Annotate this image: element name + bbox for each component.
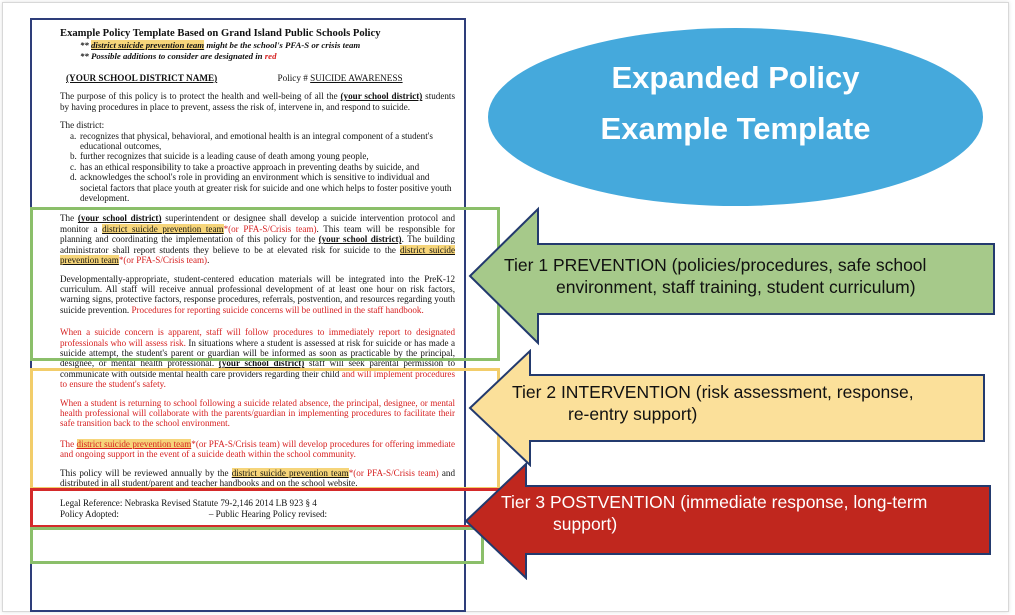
review-highlight-box <box>30 527 484 564</box>
protocol-paragraph: The (your school district) superintendent or designee shall develop a suicide intervention protocol and monitor a district suicide prevention team*(or PFA-S/Crisis team). This team will be responsible for planning and coordinating the implementation of this policy for the (your school district). The building administrator shall report students they believe to be at elevated risk for suicide to the district suicide prevention team*(or PFA-S/Crisis team). <box>60 213 455 266</box>
review-paragraph: This policy will be reviewed annually by the district suicide prevention team*(or PFA-S/Crisis team) and distributed in all student/parent and teacher handbooks and on the school website. <box>60 467 455 488</box>
list-item: b. further recognizes that suicide is a leading cause of death among young people, <box>70 151 369 162</box>
tier1-highlight-box <box>30 207 500 361</box>
tier2-label <box>512 381 982 425</box>
intervention-paragraph: When a suicide concern is apparent, staff will follow procedures to immediately report to designated professionals who will assess risk. In situations where a student is assessed at risk for suicide or has made a suicide attempt, the student's parent or guardian will be informed as soon as practicable by the principal, designee, or mental health professional. (your school district) staff will seek parental permission to communicate with outside mental health care providers regarding their child and will implement procedures to ensure the student's safety. <box>60 327 456 390</box>
tier1-label <box>504 254 994 298</box>
district-name: (YOUR SCHOOL DISTRICT NAME) <box>66 73 218 83</box>
list-item: c. has an ethical responsibility to take a proactive approach in preventing deaths by suicide, and <box>70 161 420 172</box>
curriculum-paragraph: Developmentally-appropriate, student-centered education materials will be integrated into the PreK-12 curriculum. All staff will receive annual professional development of at least one hour on risk factors, warning signs, protective factors, response procedures, referrals, postvention, and resources regarding youth suicide prevention. Procedures for reporting suicide concerns will be outlined in the staff handbook. <box>60 273 455 315</box>
ellipse-title-line1: Expanded Policy <box>611 60 860 95</box>
policy-number: Policy # <box>277 73 308 83</box>
tier1-label-line1: Tier 1 PREVENTION (policies/procedures, safe school <box>504 255 927 275</box>
postvention-paragraph: The district suicide prevention team*(or PFA-S/Crisis team) will develop procedures for offering immediate and ongoing support in the event of a suicide death within the school community. <box>60 438 455 460</box>
tier2-label-line2: re-entry support) <box>568 404 698 424</box>
tier3-label <box>501 491 981 535</box>
policy-title: SUICIDE AWARENESS <box>310 73 403 83</box>
note-team: ** district suicide prevention team might be the school's PFA-S or crisis team <box>80 40 361 50</box>
document-title: Example Policy Template Based on Grand Island Public Schools Policy <box>60 28 381 39</box>
tier3-highlight-box <box>30 488 500 528</box>
tier3-label-line1: Tier 3 POSTVENTION (immediate response, long-term <box>501 492 928 512</box>
purpose-paragraph: The purpose of this policy is to protect the health and well-being of all the (your school district) students by having procedures in place to prevent, assess the risk of, intervene in, and respond to suicide. <box>60 91 455 112</box>
list-item: a. recognizes that physical, behavioral, and emotional health is an integral component of a student's educational outcomes, <box>70 130 433 152</box>
policy-adopted: Policy Adopted: – Public Hearing Policy revised: <box>60 508 328 519</box>
ellipse-title <box>488 52 983 154</box>
list-item: d. acknowledges the school's role in providing an environment which is sensitive to individual and societal factors that place youth at greater risk for suicide and one which helps to foster positive youth development. <box>70 172 452 204</box>
ellipse-title-line2: Example Template <box>600 111 871 146</box>
district-label: The district: <box>60 120 105 131</box>
note-additions: ** Possible additions to consider are designated in red <box>80 50 277 61</box>
legal-reference: Legal Reference: Nebraska Revised Statute 79-2,146 2014 LB 923 § 4 <box>60 498 317 509</box>
tier2-highlight-box <box>30 368 500 490</box>
tier1-label-line2: environment, staff training, student curriculum) <box>556 277 916 297</box>
reentry-paragraph: When a student is returning to school following a suicide related absence, the principal, designee, or mental health professional will collaborate with the parents/guardian in implementing procedures to facilitate their safe transition back to the school environment. <box>60 397 455 429</box>
tier2-label-line1: Tier 2 INTERVENTION (risk assessment, response, <box>512 382 914 402</box>
policy-header <box>60 73 455 83</box>
tier3-label-line2: support) <box>553 514 618 534</box>
